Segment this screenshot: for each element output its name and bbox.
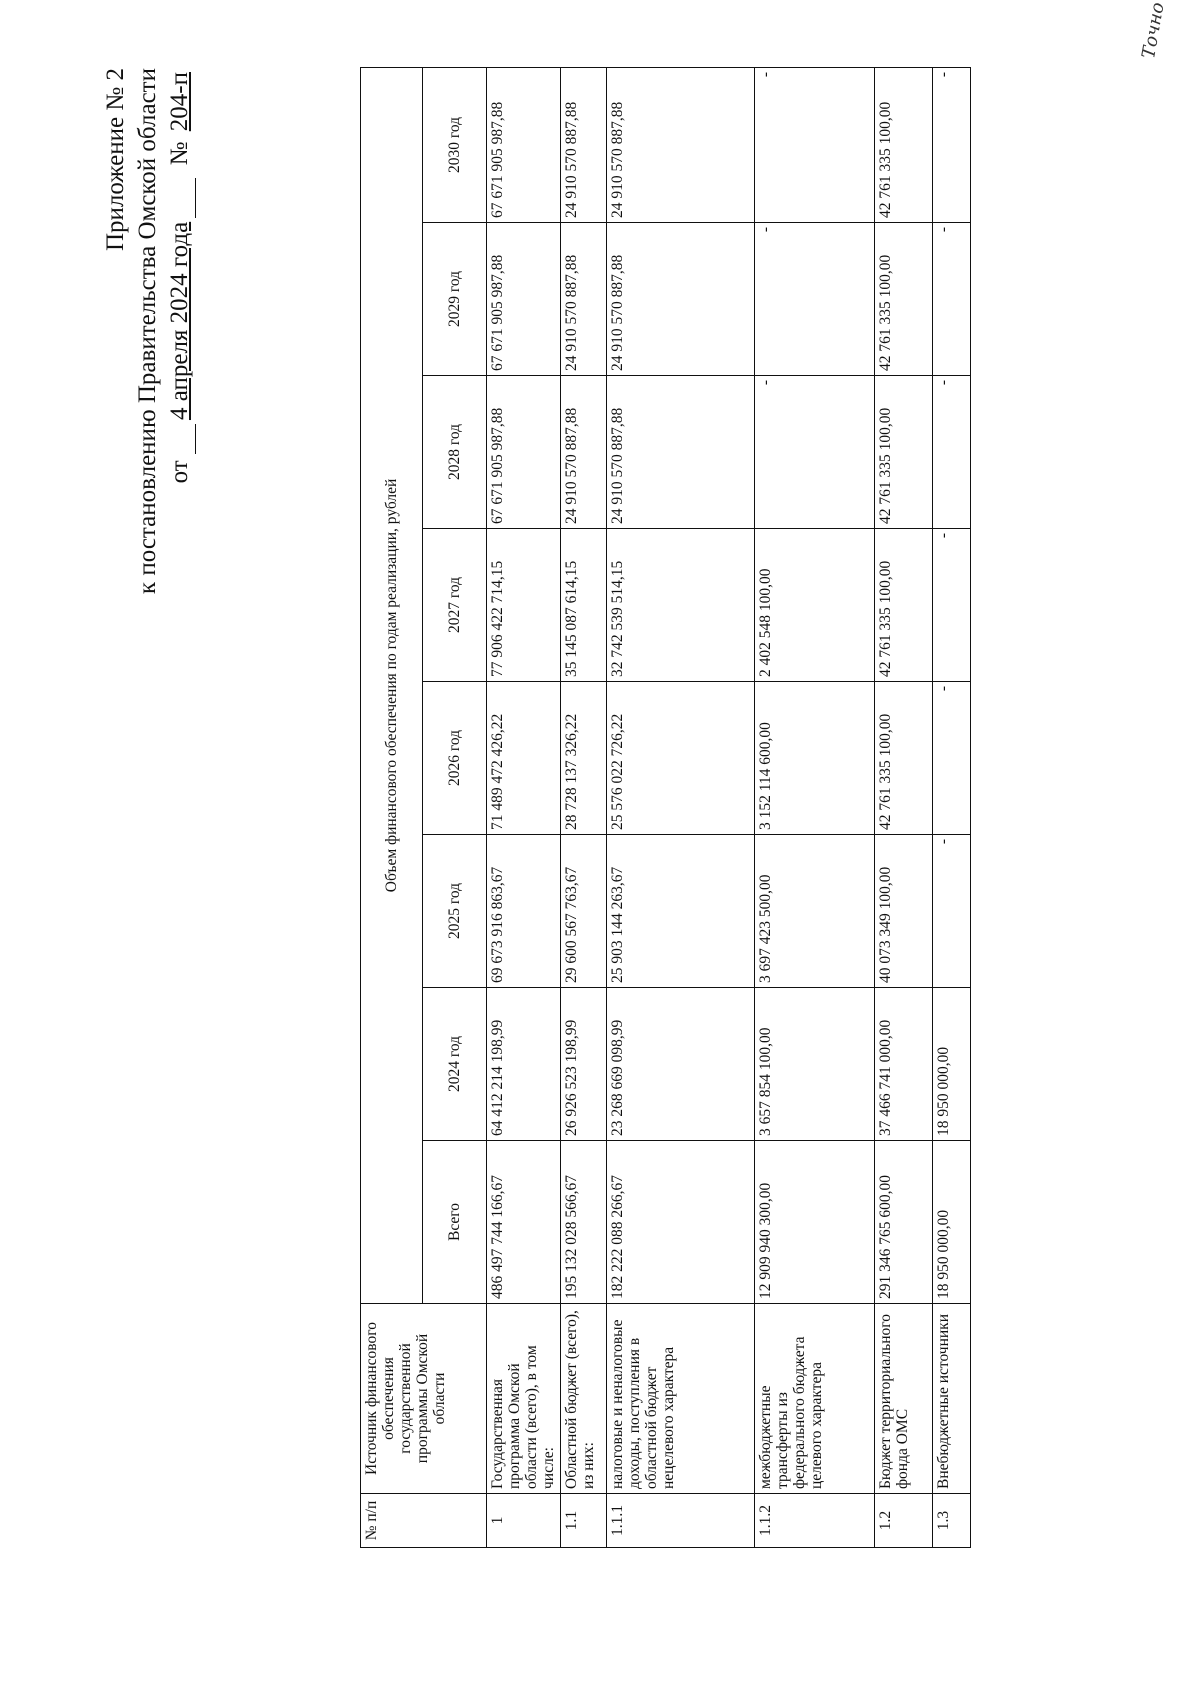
col-header-year: 2025 год [423, 835, 487, 988]
row-value: 195 132 028 566,67 [561, 1141, 607, 1304]
row-value: 69 673 916 863,67 [487, 835, 561, 988]
row-value: 3 657 854 100,00 [755, 988, 875, 1141]
col-header-year: Всего [423, 1141, 487, 1304]
row-source: Внебюджетные источники [933, 1304, 971, 1494]
row-source: налоговые и неналоговые доходы, поступления в областной бюджет нецелевого характера [607, 1304, 755, 1494]
col-header-year: 2029 год [423, 223, 487, 376]
row-value: - [933, 223, 971, 376]
table-row [755, 67, 875, 1547]
row-value: 24 910 570 887,88 [561, 376, 607, 529]
row-value: 26 926 523 198,99 [561, 988, 607, 1141]
row-value: 42 761 335 100,00 [875, 67, 933, 222]
number-label: № [166, 141, 193, 166]
row-value: - [755, 67, 875, 222]
row-value: 24 910 570 887,88 [607, 376, 755, 529]
row-value: 24 910 570 887,88 [561, 67, 607, 222]
row-value: 42 761 335 100,00 [875, 376, 933, 529]
row-number: 1.3 [933, 1494, 971, 1548]
row-value: 25 903 144 263,67 [607, 835, 755, 988]
handwritten-signature: Точно [1138, 0, 1169, 61]
row-value: 29 600 567 763,67 [561, 835, 607, 988]
row-number: 1.1.2 [755, 1494, 875, 1548]
row-value: 182 222 088 266,67 [607, 1141, 755, 1304]
rotated-content [30, 48, 1170, 1648]
decree-number: 204-п [166, 72, 193, 132]
col-header-num: № п/п [361, 1494, 487, 1548]
row-value: - [933, 376, 971, 529]
row-value: 67 671 905 987,88 [487, 67, 561, 222]
row-value: 42 761 335 100,00 [875, 223, 933, 376]
decree-date: 4 апреля 2024 года [166, 221, 193, 421]
row-value: 37 466 741 000,00 [875, 988, 933, 1141]
row-value: 24 910 570 887,88 [561, 223, 607, 376]
row-number: 1.1 [561, 1494, 607, 1548]
row-value: - [755, 223, 875, 376]
row-value: 40 073 349 100,00 [875, 835, 933, 988]
row-value: 2 402 548 100,00 [755, 529, 875, 682]
document-header [100, 68, 196, 828]
row-value: 67 671 905 987,88 [487, 376, 561, 529]
row-value: 64 412 214 198,99 [487, 988, 561, 1141]
col-header-volume: Объем финансового обеспечения по годам реализации, рублей [361, 67, 423, 1303]
row-value: 18 950 000,00 [933, 988, 971, 1141]
row-value: - [933, 835, 971, 988]
col-header-source: Источник финансового обеспечения государственной программы Омской области [361, 1304, 487, 1494]
table-row [933, 67, 971, 1547]
row-value: 12 909 940 300,00 [755, 1141, 875, 1304]
blank-line [195, 424, 196, 454]
row-value: 486 497 744 166,67 [487, 1141, 561, 1304]
row-value: 67 671 905 987,88 [487, 223, 561, 376]
col-header-year: 2024 год [423, 988, 487, 1141]
col-header-year: 2030 год [423, 67, 487, 222]
row-value: 291 346 765 600,00 [875, 1141, 933, 1304]
row-value: - [933, 529, 971, 682]
row-value: 3 152 114 600,00 [755, 682, 875, 835]
row-source: Областной бюджет (всего), из них: [561, 1304, 607, 1494]
appendix-title: Приложение № 2 [102, 68, 129, 252]
row-value: 28 728 137 326,22 [561, 682, 607, 835]
table-row [487, 67, 561, 1547]
decree-date-line [164, 68, 196, 828]
decree-reference: к постановлению Правительства Омской области [134, 68, 161, 595]
row-value: 24 910 570 887,88 [607, 223, 755, 376]
row-value: 42 761 335 100,00 [875, 682, 933, 835]
row-value: 42 761 335 100,00 [875, 529, 933, 682]
row-source: Государственная программа Омской области (всего), в том числе: [487, 1304, 561, 1494]
row-value: - [933, 682, 971, 835]
row-value: 35 145 087 614,15 [561, 529, 607, 682]
row-number: 1 [487, 1494, 561, 1548]
table-row [875, 67, 933, 1547]
financing-table [360, 67, 971, 1548]
row-source: Бюджет территориального фонда ОМС [875, 1304, 933, 1494]
from-label: от [166, 460, 193, 484]
row-value: - [755, 376, 875, 529]
row-value: 18 950 000,00 [933, 1141, 971, 1304]
blank-line [195, 178, 196, 218]
row-value: 77 906 422 714,15 [487, 529, 561, 682]
row-value: 24 910 570 887,88 [607, 67, 755, 222]
row-value: 23 268 669 098,99 [607, 988, 755, 1141]
row-value: - [933, 67, 971, 222]
row-number: 1.2 [875, 1494, 933, 1548]
row-value: 3 697 423 500,00 [755, 835, 875, 988]
col-header-year: 2028 год [423, 376, 487, 529]
row-value: 71 489 472 426,22 [487, 682, 561, 835]
col-header-year: 2026 год [423, 682, 487, 835]
row-source: межбюджетные трансферты из федерального бюджета целевого характера [755, 1304, 875, 1494]
table-row [607, 67, 755, 1547]
col-header-year: 2027 год [423, 529, 487, 682]
row-value: 32 742 539 514,15 [607, 529, 755, 682]
table-row [561, 67, 607, 1547]
row-number: 1.1.1 [607, 1494, 755, 1548]
row-value: 25 576 022 726,22 [607, 682, 755, 835]
